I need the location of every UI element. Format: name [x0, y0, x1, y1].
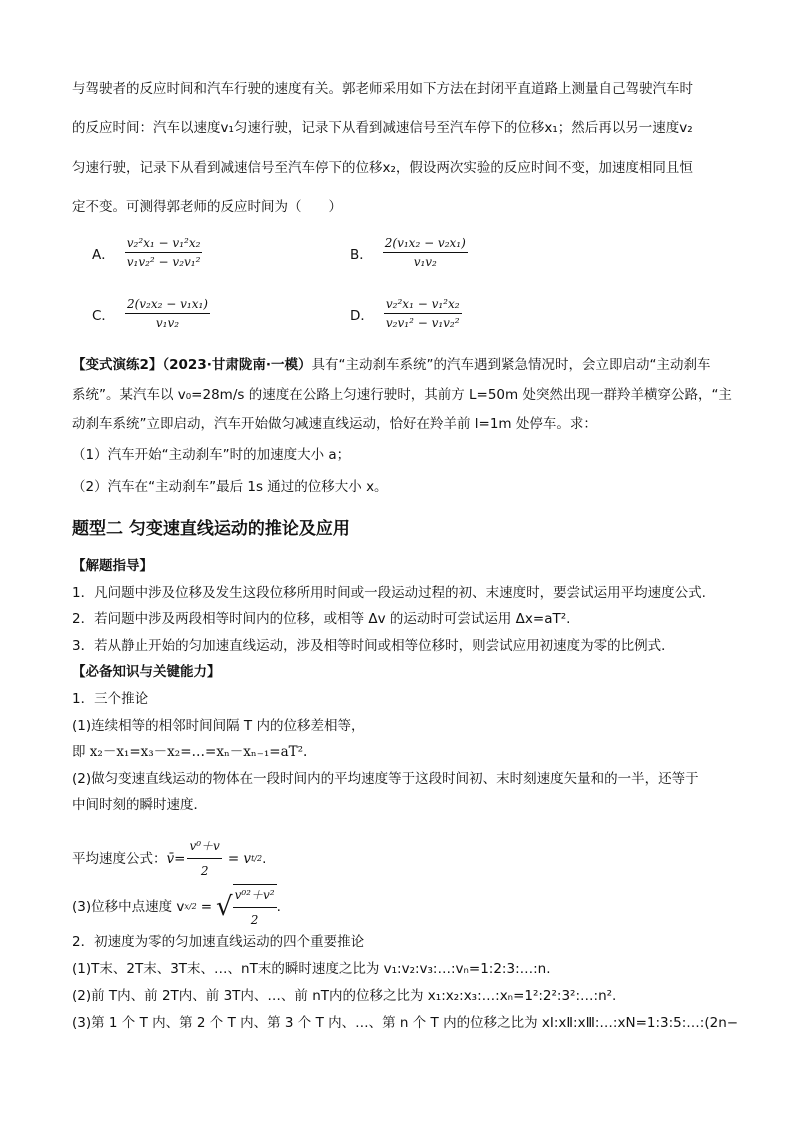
average-velocity-fraction — [187, 836, 221, 881]
option-a-numerator: v₂²x₁ − v₁²x₂ — [125, 236, 203, 253]
option-a-fraction — [125, 236, 203, 269]
option-b-fraction — [383, 236, 468, 269]
average-velocity-formula: 平均速度公式： v̄ = $\frac{\text{v⁰＋v}}{2}$ = v t/2 . — [72, 836, 266, 881]
option-b — [350, 236, 468, 269]
knowledge-tag: 【必备知识与关键能力】 — [72, 664, 221, 680]
guide-item-1: 1．凡问题中涉及位移及发生这段位移所用时间或一段运动过程的初、末速度时，要尝试运用平均速度公式. — [72, 585, 706, 601]
option-c-numerator: 2(v₂x₂ − v₁x₁) — [125, 297, 210, 314]
option-c-label: C． — [92, 307, 115, 324]
variant-line-2: 系统”。某汽车以 v₀=28m/s 的速度在公路上匀速行驶时，其前方 L=50m 处突然出现一群羚羊横穿公路，“主 — [72, 387, 732, 403]
ratio-1: (1)T末、2T末、3T末、…、nT末的瞬时速度之比为 v₁:v₂:v₃:…:vₙ=1:2:3:…:n. — [72, 961, 551, 977]
average-velocity-label: 平均速度公式： — [72, 850, 167, 867]
section-title: 题型二 匀变速直线运动的推论及应用 — [72, 519, 350, 539]
ratio-3: (3)第 1 个 T 内、第 2 个 T 内、第 3 个 T 内、…、第 n 个 T 内的位移之比为 xⅠ:xⅡ:xⅢ:…:xN=1:3:5:…:(2n− — [72, 1015, 739, 1031]
knowledge-heading-2: 2．初速度为零的匀加速直线运动的四个重要推论 — [72, 934, 365, 950]
intro-line-3: 匀速行驶，记录下从看到减速信号至汽车停下的位移x₂，假设两次实验的反应时间不变，加速度相同且恒 — [72, 160, 693, 176]
midpoint-velocity-subscript: x/2 — [184, 902, 197, 911]
midpoint-velocity-denominator: 2 — [250, 913, 259, 927]
inference-2-line-2: 中间时刻的瞬时速度． — [72, 797, 207, 813]
option-d-label: D． — [350, 307, 374, 324]
option-b-numerator: 2(v₁x₂ − v₂x₁) — [383, 236, 468, 253]
option-c — [92, 297, 210, 330]
midpoint-velocity-numerator: v⁰²＋v² — [233, 885, 277, 908]
guide-item-2: 2．若问题中涉及两段相等时间内的位移，或相等 Δv 的运动时可尝试运用 Δx=aT². — [72, 611, 571, 627]
option-a-label: A． — [92, 246, 115, 263]
guide-tag: 【解题指导】 — [72, 558, 153, 574]
variant-line-1 — [72, 355, 710, 375]
average-velocity-denominator: 2 — [200, 864, 209, 878]
option-b-label: B． — [350, 246, 373, 263]
midpoint-velocity-label: (3)位移中点速度 v — [72, 899, 185, 915]
option-d-fraction — [384, 297, 462, 330]
average-velocity-rhs: = v — [227, 850, 252, 867]
variant-line-1-text: 具有“主动刹车系统”的汽车遇到紧急情况时，会立即启动“主动刹车 — [311, 357, 711, 373]
option-c-fraction — [125, 297, 210, 330]
option-a-denominator: v₁v₂² − v₂v₁² — [126, 255, 201, 269]
guide-item-3: 3．若从静止开始的匀加速直线运动，涉及相等时间或相等位移时，则尝试应用初速度为零的比例式． — [72, 638, 675, 654]
intro-line-1: 与驾驶者的反应时间和汽车行驶的速度有关。郭老师采用如下方法在封闭平直道路上测量自己驾驶汽车时 — [72, 81, 693, 97]
inference-1: (1)连续相等的相邻时间间隔 T 内的位移差相等， — [72, 718, 365, 734]
inference-2-line-1: (2)做匀变速直线运动的物体在一段时间内的平均速度等于这段时间初、末时刻速度矢量和的一半，还等于 — [72, 771, 699, 787]
variant-question-1: （1）汽车开始“主动刹车”时的加速度大小 a； — [72, 447, 351, 463]
variant-question-2: （2）汽车在“主动刹车”最后 1s 通过的位移大小 x。 — [72, 479, 388, 495]
midpoint-velocity-formula: (3)位移中点速度 v x/2 = √ $\frac{\text{v⁰²＋v²}}{2}$ . — [72, 884, 281, 930]
average-velocity-symbol: v̄ — [166, 850, 175, 867]
option-d-numerator: v₂²x₁ − v₁²x₂ — [384, 297, 462, 314]
intro-line-4: 定不变。可测得郭老师的反应时间为（ ） — [72, 199, 342, 215]
variant-line-3: 动刹车系统”立即启动，汽车开始做匀减速直线运动，恰好在羚羊前 l=1m 处停车。求： — [72, 416, 597, 432]
option-d-denominator: v₂v₁² − v₁v₂² — [385, 316, 460, 330]
midpoint-velocity-fraction — [233, 884, 277, 930]
inference-1-equation: 即 x₂－x₁=x₃－x₂=…=xₙ－xₙ₋₁=aT². — [72, 744, 308, 760]
option-d — [350, 297, 462, 330]
option-b-denominator: v₁v₂ — [413, 255, 437, 269]
intro-line-2: 的反应时间：汽车以速度v₁匀速行驶，记录下从看到减速信号至汽车停下的位移x₁；然后再以另一速度v₂ — [72, 120, 693, 136]
option-c-denominator: v₁v₂ — [155, 316, 180, 330]
variant-tag: 【变式演练2】（2023·甘肃陇南·一模） — [72, 357, 312, 373]
option-a — [92, 236, 202, 269]
ratio-2: (2)前 T内、前 2T内、前 3T内、…、前 nT内的位移之比为 x₁:x₂:x₃:…:xₙ=1²:2²:3²:…:n². — [72, 988, 617, 1004]
average-velocity-subscript: t/2 — [251, 853, 263, 863]
average-velocity-numerator: v⁰＋v — [187, 836, 221, 859]
knowledge-heading-1: 1．三个推论 — [72, 691, 149, 707]
